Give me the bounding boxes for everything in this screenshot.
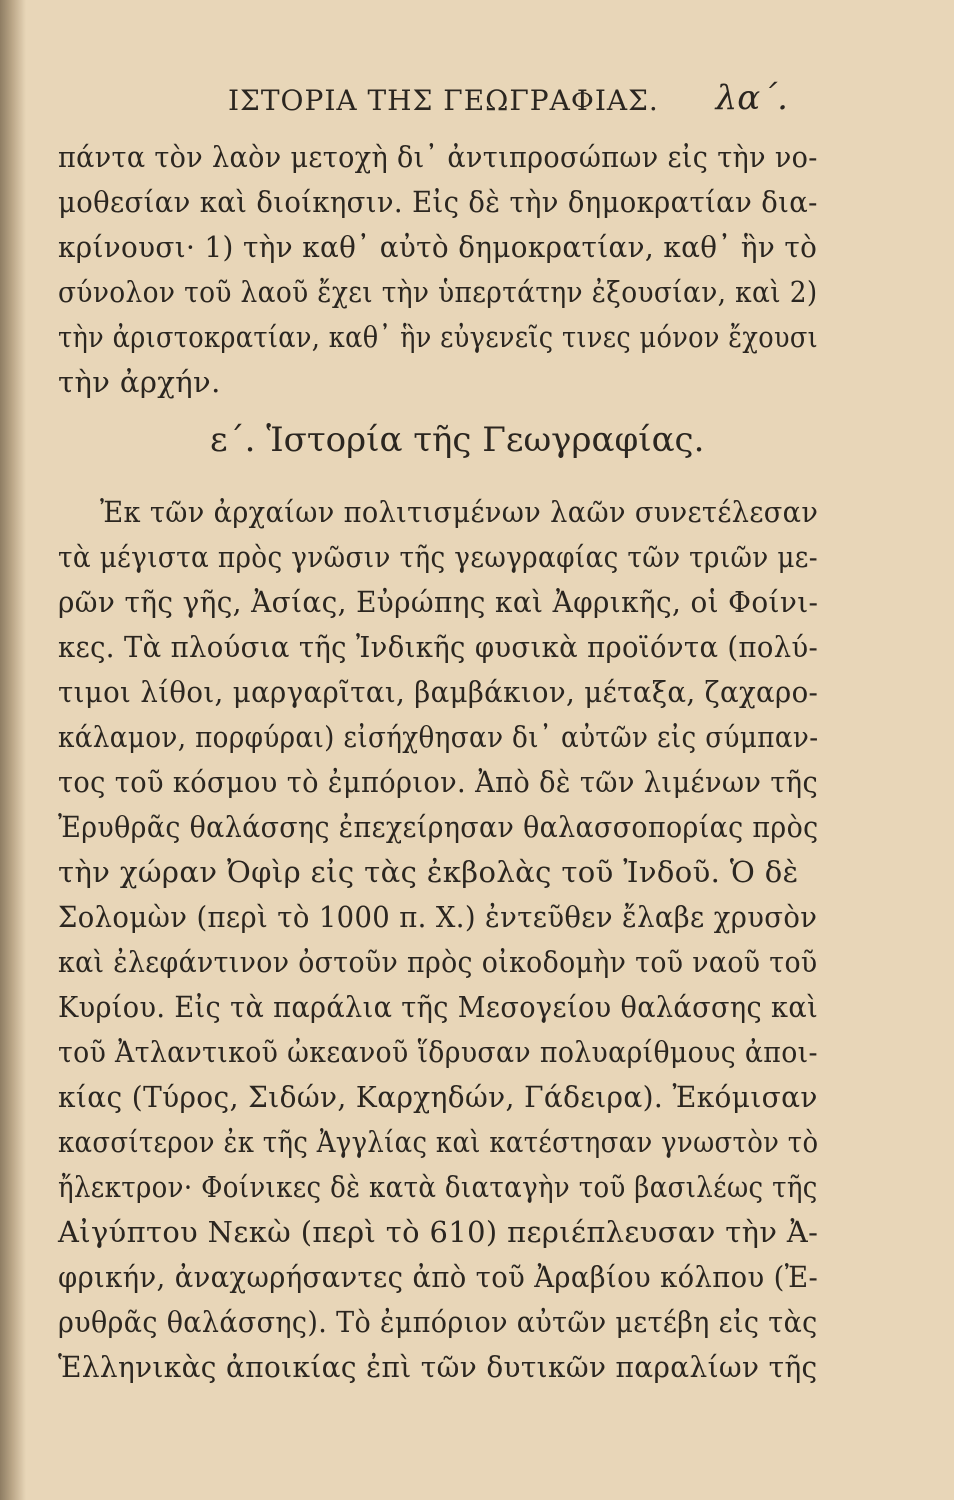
- text-line: μοθεσίαν καὶ διοίκησιν. Εἰς δὲ τὴν δημοκρατίαν δια-: [58, 185, 818, 219]
- text-line: φρικήν, ἀναχωρήσαντες ἀπὸ τοῦ Ἀραβίου κόλπου (Ἐ-: [58, 1260, 819, 1294]
- text-line: Ἐρυθρᾶς θαλάσσης ἐπεχείρησαν θαλασσοπορίας πρὸς: [58, 810, 819, 844]
- text-line: κάλαμον, πορφύραι) εἰσήχθησαν δι᾽ αὐτῶν εἰς σύμπαν-: [58, 720, 819, 754]
- text-line: κασσίτερον ἐκ τῆς Ἀγγλίας καὶ κατέστησαν γνωστὸν τὸ: [58, 1125, 819, 1159]
- text-line: τιμοι λίθοι, μαργαρῖται, βαμβάκιον, μέταξα, ζαχαρο-: [58, 675, 819, 709]
- running-title: ΙΣΤΟΡΙΑ ΤΗΣ ΓΕΩΓΡΑΦΙΑΣ.: [228, 84, 659, 117]
- text-line: τος τοῦ κόσμου τὸ ἐμπόριον. Ἀπὸ δὲ τῶν λιμένων τῆς: [58, 765, 819, 799]
- text-line: ἤλεκτρον· Φοίνικες δὲ κατὰ διαταγὴν τοῦ βασιλέως τῆς: [58, 1170, 818, 1204]
- text-line: κίας (Τύρος, Σιδών, Καρχηδών, Γάδειρα). Ἐκόμισαν: [58, 1080, 818, 1114]
- running-head: [228, 78, 788, 124]
- text-line: κες. Τὰ πλούσια τῆς Ἰνδικῆς φυσικὰ προϊόντα (πολύ-: [58, 630, 819, 664]
- text-line: Κυρίου. Εἰς τὰ παράλια τῆς Μεσογείου θαλάσσης καὶ: [58, 990, 819, 1024]
- text-line: Ἐκ τῶν ἀρχαίων πολιτισμένων λαῶν συνετέλεσαν: [100, 495, 819, 529]
- text-line: σύνολον τοῦ λαοῦ ἔχει τὴν ὑπερτάτην ἐξουσίαν, καὶ 2): [58, 275, 818, 309]
- text-line: Σολομὼν (περὶ τὸ 1000 π. Χ.) ἐντεῦθεν ἔλαβε χρυσὸν: [58, 900, 818, 934]
- page-gutter-shadow: [0, 0, 26, 1500]
- text-line: κρίνουσι· 1) τὴν καθ᾽ αὐτὸ δημοκρατίαν, καθ᾽ ἣν τὸ: [58, 230, 818, 264]
- section-heading: ε΄. Ἱστορία τῆς Γεωγραφίας.: [210, 420, 705, 460]
- text-line: πάντα τὸν λαὸν μετοχὴ δι᾽ ἀντιπροσώπων εἰς τὴν νο-: [58, 140, 818, 174]
- text-line: ρῶν τῆς γῆς, Ἀσίας, Εὐρώπης καὶ Ἀφρικῆς, οἱ Φοίνι-: [58, 585, 819, 619]
- text-line: τὴν ἀρχήν.: [58, 365, 221, 399]
- text-line: τὴν ἀριστοκρατίαν, καθ᾽ ἣν εὐγενεῖς τινες μόνον ἔχουσι: [58, 320, 819, 354]
- text-line: Αἰγύπτου Νεκὼ (περὶ τὸ 610) περιέπλευσαν τὴν Ἀ-: [58, 1215, 819, 1249]
- page-number: λα΄.: [715, 78, 788, 118]
- text-line: τὴν χώραν Ὀφὶρ εἰς τὰς ἐκβολὰς τοῦ Ἰνδοῦ. Ὁ δὲ: [58, 855, 799, 889]
- text-line: τοῦ Ἀτλαντικοῦ ὠκεανοῦ ἵδρυσαν πολυαρίθμους ἀποι-: [58, 1035, 818, 1069]
- text-line: Ἑλληνικὰς ἀποικίας ἐπὶ τῶν δυτικῶν παραλίων τῆς: [58, 1350, 818, 1384]
- text-line: καὶ ἐλεφάντινον ὀστοῦν πρὸς οἰκοδομὴν τοῦ ναοῦ τοῦ: [58, 945, 818, 979]
- text-line: ρυθρᾶς θαλάσσης). Τὸ ἐμπόριον αὐτῶν μετέβη εἰς τὰς: [58, 1305, 818, 1339]
- text-line: τὰ μέγιστα πρὸς γνῶσιν τῆς γεωγραφίας τῶν τριῶν με-: [58, 540, 818, 574]
